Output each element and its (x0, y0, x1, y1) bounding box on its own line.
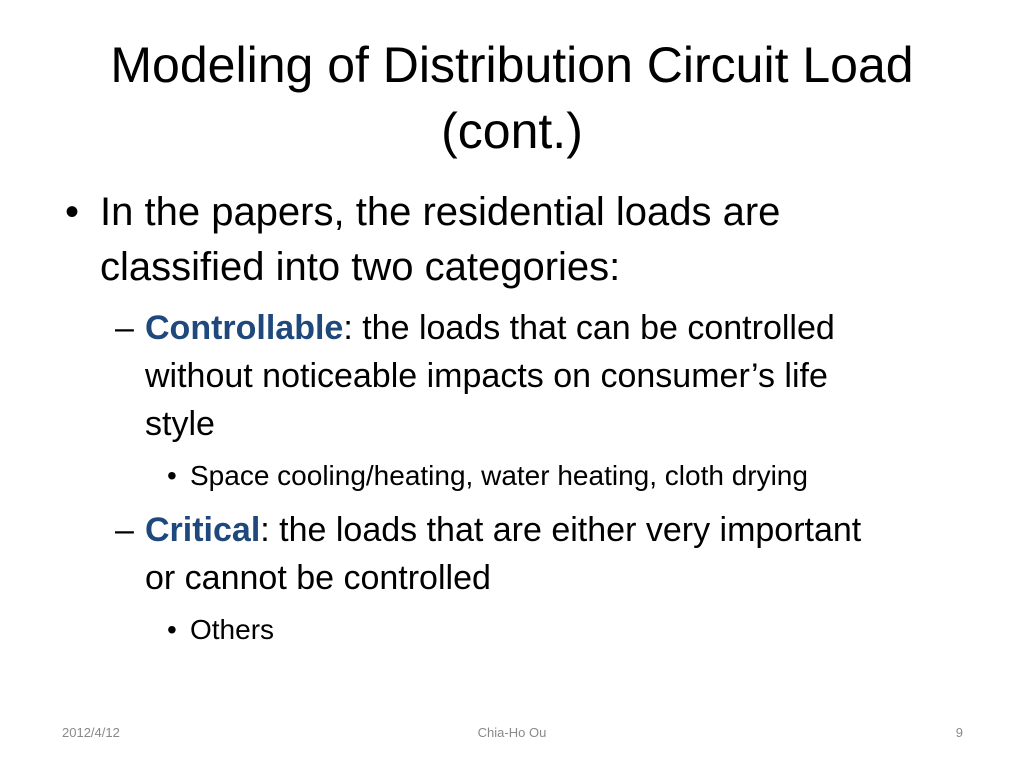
example-text: Others (190, 614, 275, 645)
dash-marker: – (115, 511, 134, 549)
dash-marker: – (115, 309, 134, 347)
footer-date: 2012/4/12 (62, 725, 120, 740)
bullet-text: In the papers, the residential loads are classified into two categories: (100, 190, 781, 289)
example-text: Space cooling/heating, water heating, cloth drying (190, 460, 808, 491)
footer-author: Chia-Ho Ou (477, 725, 547, 740)
term-critical: Critical (145, 511, 261, 549)
bullet-marker: • (167, 460, 177, 491)
bullet-list (65, 185, 960, 650)
bullet-marker: • (167, 614, 177, 645)
example-item-critical (167, 610, 950, 650)
sub-bullet-critical (115, 506, 885, 602)
slide-title: Modeling of Distribution Circuit Load (cont.) (110, 37, 914, 159)
sub-bullet-controllable (115, 304, 885, 448)
critical-definition: : the loads that are either very important or cannot be controlled (145, 511, 862, 597)
term-controllable: Controllable (145, 309, 344, 347)
bullet-item-level1 (65, 185, 930, 295)
slide-number: 9 (955, 725, 963, 740)
controllable-definition: : the loads that can be controlled without noticeable impacts on consumer’s life style (145, 309, 835, 443)
bullet-marker: • (65, 190, 80, 234)
example-item-controllable (167, 456, 950, 496)
